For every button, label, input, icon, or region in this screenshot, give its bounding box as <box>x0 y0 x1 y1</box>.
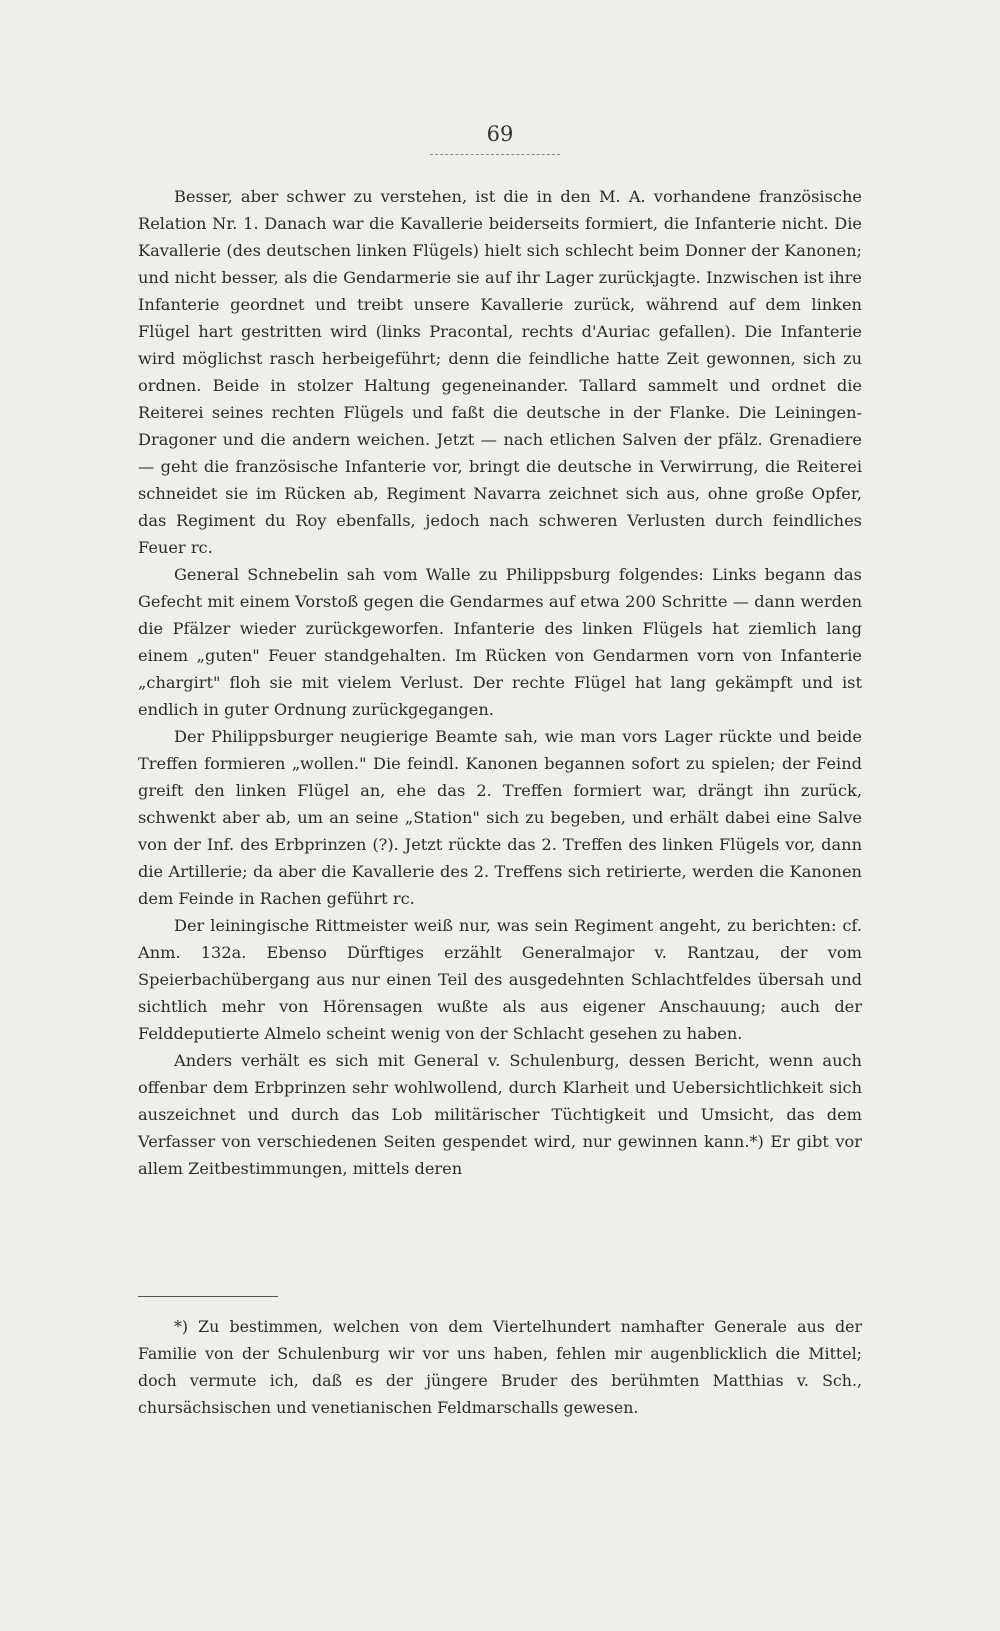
footnote: *) Zu bestimmen, welchen von dem Viertelhundert namhafter Generale aus der Familie von der Schulenburg wir vor uns haben, fehlen mir augenblicklich die Mittel; doch vermute ich, daß es der jüngere Bruder des berühmten Matthias v. Sch., chursächsischen und venetianischen Feldmarschalls gewesen. <box>138 1317 862 1417</box>
body-text <box>138 183 862 1182</box>
paragraph-rittmeister: Der leiningische Rittmeister weiß nur, was sein Regiment angeht, zu berichten: cf. Anm. 132a. Ebenso Dürftiges erzählt Generalmajor v. Rantzau, der vom Speierbachübergang aus nur einen Teil des ausgedehnten Schlachtfeldes übersah und sichtlich mehr von Hörensagen wußte als aus eigener Anschauung; auch der Felddeputierte Almelo scheint wenig von der Schlacht gesehen zu haben. <box>138 916 862 1043</box>
paragraph-schulenburg: Anders verhält es sich mit General v. Schulenburg, dessen Bericht, wenn auch offenbar dem Erbprinzen sehr wohlwollend, durch Klarheit und Uebersichtlichkeit sich auszeichnet und durch das Lob militärischer Tüchtigkeit und Umsicht, das dem Verfasser von verschiedenen Seiten gespendet wird, nur gewinnen kann.*) Er gibt vor allem Zeitbestimmungen, mittels deren <box>138 1051 862 1178</box>
footnote-divider <box>138 1296 278 1297</box>
paragraph-schnebelin: General Schnebelin sah vom Walle zu Philippsburg folgendes: Links begann das Gefecht mit einem Vorstoß gegen die Gendarmes auf etwa 200 Schritte — dann werden die Pfälzer wieder zurückgeworfen. Infanterie des linken Flügels hat ziemlich lang einem „guten" Feuer standgehalten. Im Rücken von Gendarmen vorn von Infanterie „chargirt" floh sie mit vielem Verlust. Der rechte Flügel hat lang gekämpft und ist endlich in guter Ordnung zurückgegangen. <box>138 565 862 719</box>
paragraph-philippsburger: Der Philippsburger neugierige Beamte sah, wie man vors Lager rückte und beide Treffen formieren „wollen." Die feindl. Kanonen begannen sofort zu spielen; der Feind greift den linken Flügel an, ehe das 2. Treffen formiert war, drängt ihn zurück, schwenkt aber ab, um an seine „Station" sich zu begeben, und erhält dabei eine Salve von der Inf. des Erbprinzen (?). Jetzt rückte das 2. Treffen des linken Flügels vor, dann die Artillerie; da aber die Kavallerie des 2. Treffens sich retirierte, werden die Kanonen dem Feinde in Rachen geführt rc. <box>138 727 862 908</box>
page-number: 69 <box>486 122 514 146</box>
paragraph-relation: Besser, aber schwer zu verstehen, ist die in den M. A. vorhandene französische Relation Nr. 1. Danach war die Kavallerie beiderseits formiert, die Infanterie nicht. Die Kavallerie (des deutschen linken Flügels) hielt sich schlecht beim Donner der Kanonen; und nicht besser, als die Gendarmerie sie auf ihr Lager zurückjagte. Inzwischen ist ihre Infanterie geordnet und treibt unsere Kavallerie zurück, während auf dem linken Flügel hart gestritten wird (links Pracontal, rechts d'Auriac gefallen). Die Infanterie wird möglichst rasch herbeigeführt; denn die feindliche hatte Zeit gewonnen, sich zu ordnen. Beide in stolzer Haltung gegeneinander. Tallard sammelt und ordnet die Reiterei seines rechten Flügels und faßt die deutsche in der Flanke. Die Leiningen-Dragoner und die andern weichen. Jetzt — nach etlichen Salven der pfälz. Grenadiere — geht die französische Infanterie vor, bringt die deutsche in Verwirrung, die Reiterei schneidet sie im Rücken ab, Regiment Navarra zeichnet sich aus, ohne große Opfer, das Regiment du Roy ebenfalls, jedoch nach schweren Verlusten durch feindliches Feuer rc. <box>138 187 862 557</box>
header-ornament <box>430 150 560 155</box>
